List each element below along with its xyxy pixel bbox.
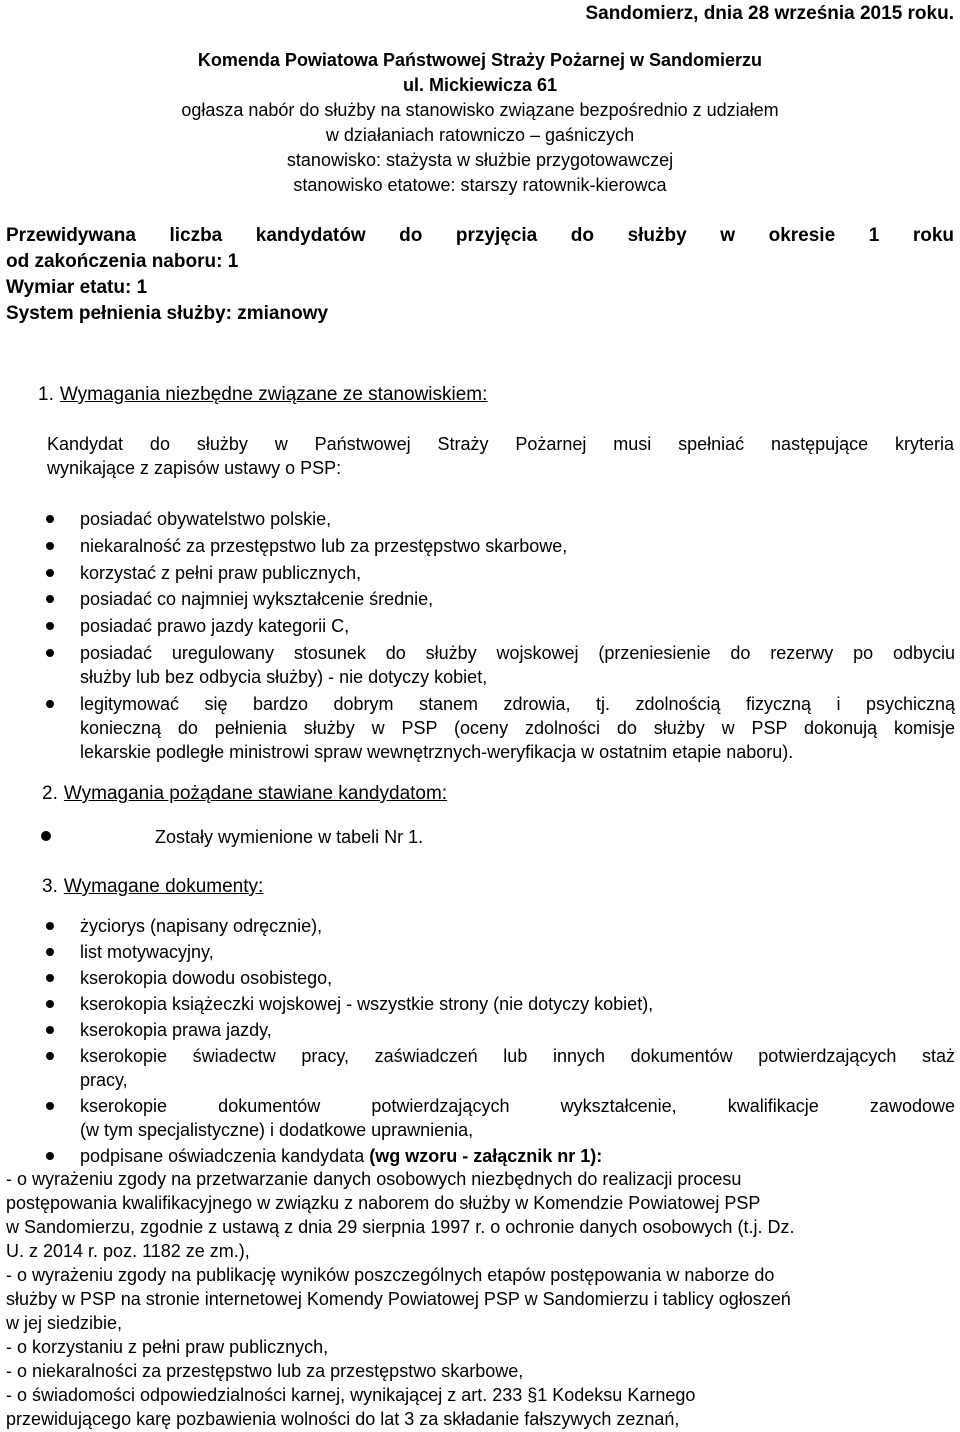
list-item [80, 1044, 955, 1092]
item-text: posiadać obywatelstwo polskie, [80, 509, 332, 529]
intro-block [6, 223, 954, 327]
org-address: ul. Mickiewicza 61 [402, 75, 558, 95]
statements-block [6, 1167, 956, 1431]
bullet-icon [46, 622, 54, 630]
requirements-list [80, 507, 955, 764]
list-item [80, 1018, 955, 1042]
list-item [80, 692, 955, 764]
item-text-bold: (wg wzoru - załącznik nr 1): [369, 1146, 603, 1166]
bullet-icon [46, 974, 54, 982]
list-item [80, 992, 955, 1016]
statement-line: U. z 2014 r. poz. 1182 ze zm.), [6, 1241, 250, 1261]
section-heading: Wymagania pożądane stawiane kandydatom: [63, 783, 448, 804]
intro-line: System pełnienia służby: zmianowy [6, 303, 329, 324]
intro-line: Wymiar etatu: 1 [6, 277, 148, 298]
bullet-icon [46, 1152, 54, 1160]
item-text: list motywacyjny, [80, 942, 214, 962]
bullet-icon [46, 948, 54, 956]
list-item [80, 914, 955, 938]
desired-list [155, 825, 855, 849]
bullet-icon [46, 569, 54, 577]
item-text: służby lub bez odbycia służby) - nie dotyczy kobiet, [80, 667, 488, 687]
section-1-title [38, 383, 487, 407]
item-text: kserokopia dowodu osobistego, [80, 968, 333, 988]
documents-list [80, 914, 955, 1168]
list-item [80, 1144, 955, 1168]
section-number: 3. [42, 876, 58, 897]
item-text: posiadać prawo jazdy kategorii C, [80, 616, 350, 636]
header-line: stanowisko: stażysta w służbie przygotowawczej [286, 150, 674, 170]
item-text: życiorys (napisany odręcznie), [80, 916, 323, 936]
list-item [80, 587, 955, 611]
section-heading: Wymagane dokumenty: [63, 876, 264, 897]
list-item [80, 641, 955, 689]
item-text: Zostały wymienione w tabeli Nr 1. [155, 827, 424, 847]
statement-line: postępowania kwalifikacyjnego w związku z naborem do służby w Komendzie Powiatowej PSP [6, 1193, 761, 1213]
item-text: (w tym specjalistyczne) i dodatkowe uprawnienia, [80, 1120, 474, 1140]
item-text: kserokopie świadectw pracy, zaświadczeń lub innych dokumentów potwierdzających staż [80, 1046, 955, 1066]
list-item [80, 940, 955, 964]
item-text: posiadać co najmniej wykształcenie średnie, [80, 589, 434, 609]
list-item [80, 534, 955, 558]
bullet-icon [41, 831, 51, 841]
item-text [80, 1144, 955, 1168]
bullet-icon [46, 649, 54, 657]
item-text-normal: podpisane oświadczenia kandydata [80, 1146, 370, 1166]
section-number: 2. [42, 783, 58, 804]
org-name: Komenda Powiatowa Państwowej Straży Pożarnej w Sandomierzu [197, 50, 763, 70]
date-line: Sandomierz, dnia 28 września 2015 roku. [585, 3, 954, 24]
section-2-title [42, 782, 447, 806]
bullet-icon [46, 1052, 54, 1060]
list-item [80, 614, 955, 638]
item-text: kserokopie dokumentów potwierdzających wykształcenie, kwalifikacje zawodowe [80, 1096, 955, 1116]
intro-line: Przewidywana liczba kandydatów do przyjęcia do służby w okresie 1 roku [6, 225, 954, 246]
list-item [80, 507, 955, 531]
statement-line: - o świadomości odpowiedzialności karnej, wynikającej z art. 233 §1 Kodeksu Karnego [6, 1385, 696, 1405]
item-text: korzystać z pełni praw publicznych, [80, 563, 362, 583]
statement-line: przewidującego karę pozbawienia wolności do lat 3 za składanie fałszywych zeznań, [6, 1409, 680, 1429]
item-text: lekarskie podległe ministrowi spraw wewnętrznych-weryfikacja w ostatnim etapie naboru). [80, 742, 794, 762]
section-heading: Wymagania niezbędne związane ze stanowiskiem: [59, 384, 488, 405]
statement-line: - o wyrażeniu zgody na przetwarzanie danych osobowych niezbędnych do realizacji procesu [6, 1169, 742, 1189]
bullet-icon [46, 1000, 54, 1008]
paragraph-line: Kandydat do służby w Państwowej Straży Pożarnej musi spełniać następujące kryteria [47, 434, 954, 454]
bullet-icon [46, 515, 54, 523]
bullet-icon [46, 1102, 54, 1110]
paragraph-line: wynikające z zapisów ustawy o PSP: [47, 458, 342, 478]
statement-line: w jej siedzibie, [6, 1313, 123, 1333]
item-text: posiadać uregulowany stosunek do służby wojskowej (przeniesienie do rezerwy po odbyciu [80, 643, 955, 663]
section-number: 1. [38, 384, 54, 405]
statement-line: - o niekaralności za przestępstwo lub za przestępstwo skarbowe, [6, 1361, 524, 1381]
list-item [80, 1094, 955, 1142]
section-3-title [42, 875, 263, 899]
bullet-icon [46, 700, 54, 708]
header-line: ogłasza nabór do służby na stanowisko związane bezpośrednio z udziałem [181, 100, 779, 120]
list-item [80, 561, 955, 585]
section-1-paragraph [47, 432, 954, 480]
statement-line: - o wyrażeniu zgody na publikację wyników poszczególnych etapów postępowania w naborze do [6, 1265, 775, 1285]
bullet-icon [46, 595, 54, 603]
bullet-icon [46, 922, 54, 930]
intro-line: od zakończenia naboru: 1 [6, 251, 239, 272]
header-line: w działaniach ratowniczo – gaśniczych [325, 125, 635, 145]
header-line: stanowisko etatowe: starszy ratownik-kierowca [293, 175, 667, 195]
statement-line: służby w PSP na stronie internetowej Komendy Powiatowej PSP w Sandomierzu i tablicy ogłoszeń [6, 1289, 791, 1309]
list-item [80, 966, 955, 990]
bullet-icon [46, 1026, 54, 1034]
item-text: konieczną do pełnienia służby w PSP (oceny zdolności do służby w PSP dokonują komisje [80, 718, 955, 738]
list-item [155, 825, 855, 849]
statement-line: - o korzystaniu z pełni praw publicznych, [6, 1337, 329, 1357]
item-text: kserokopia książeczki wojskowej - wszystkie strony (nie dotyczy kobiet), [80, 994, 654, 1014]
item-text: niekaralność za przestępstwo lub za przestępstwo skarbowe, [80, 536, 568, 556]
bullet-icon [46, 542, 54, 550]
header-block [0, 48, 960, 198]
item-text: legitymować się bardzo dobrym stanem zdrowia, tj. zdolnością fizyczną i psychiczną [80, 694, 955, 714]
statement-line: w Sandomierzu, zgodnie z ustawą z dnia 29 sierpnia 1997 r. o ochronie danych osobowych (t.j. Dz. [6, 1217, 795, 1237]
item-text: pracy, [80, 1070, 128, 1090]
item-text: kserokopia prawa jazdy, [80, 1020, 272, 1040]
